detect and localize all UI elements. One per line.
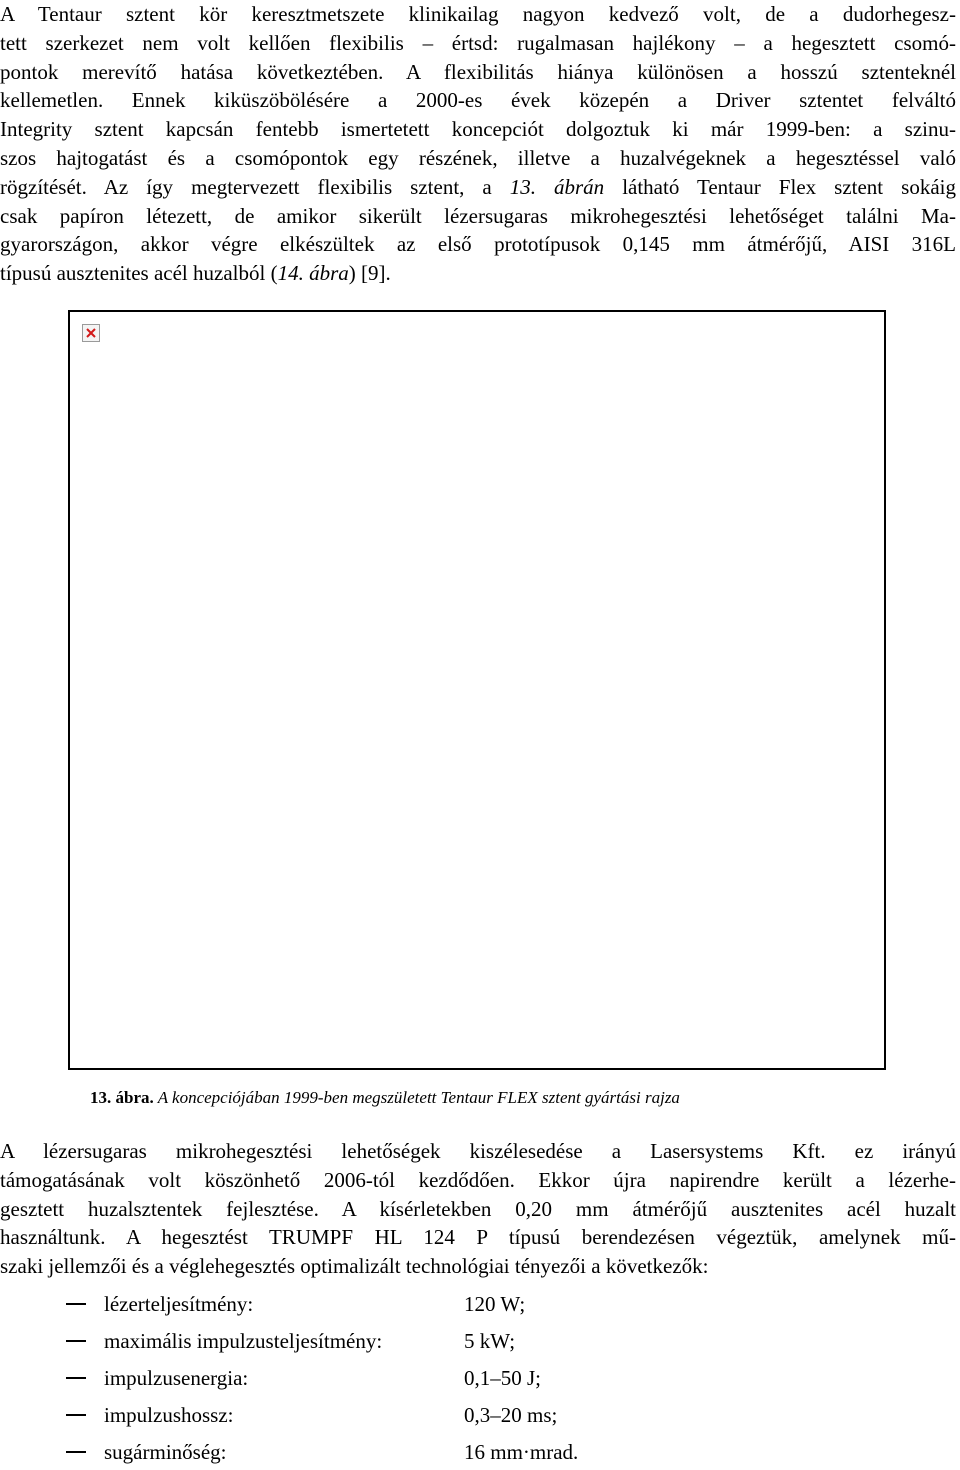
text-line: gyarországon, akkor végre elkészültek az első prototípusok 0,145 mm átmérőjű, AISI 316L xyxy=(0,232,956,257)
spec-value: 120 W; xyxy=(464,1292,526,1316)
spec-value: 0,1–50 J; xyxy=(464,1366,542,1390)
dash-bullet xyxy=(66,1377,86,1379)
dash-bullet xyxy=(66,1303,86,1305)
text-run: látható Tentaur Flex sztent sokáig xyxy=(604,174,956,199)
spec-key: sugárminőség: xyxy=(104,1440,227,1464)
paragraph-1 xyxy=(0,0,956,288)
figure-label: 13. ábra. xyxy=(90,1088,154,1107)
text-line xyxy=(0,173,956,202)
figure-reference: 13. ábrán xyxy=(509,174,605,199)
text-line: támogatásának volt köszönhető 2006-tól kezdődően. Ekkor újra napirendre került a lézerhe- xyxy=(0,1167,956,1192)
spec-value: 16 mm·mrad. xyxy=(464,1440,579,1464)
text-line: szaki jellemzői és a véglehegesztés optimalizált technológiai tényezői a következők: xyxy=(0,1254,709,1279)
text-line: szos hajtogatást és a csomópontok egy részének, illetve a huzalvégeknek a hegesztéssel való xyxy=(0,145,956,170)
dash-bullet xyxy=(66,1340,86,1342)
spec-key: impulzushossz: xyxy=(104,1403,234,1427)
figure-caption xyxy=(90,1086,890,1110)
spec-value: 0,3–20 ms; xyxy=(464,1403,558,1427)
figure-reference: 14. ábra xyxy=(277,261,349,286)
spec-key: impulzusenergia: xyxy=(104,1366,249,1390)
text-line: csak papíron létezett, de amikor sikerült lézersugaras mikrohegesztési lehetőséget találni Ma- xyxy=(0,203,956,228)
text-line: használtunk. A hegesztést TRUMPF HL 124 P típusú berendezésen végeztük, amelynek mű- xyxy=(0,1225,956,1250)
text-line xyxy=(0,259,956,288)
text-line: Integrity sztent kapcsán fentebb ismertetett koncepciót dolgoztuk ki már 1999-ben: a szinu- xyxy=(0,117,956,142)
text-run: típusú ausztenites acél huzalból ( xyxy=(0,261,278,286)
text-run: rögzítését. Az így megtervezett flexibilis sztent, a xyxy=(0,174,510,199)
dash-bullet xyxy=(66,1414,86,1416)
text-line: pontok merevítő hatása következtében. A flexibilitás hiánya különösen a hosszú sztenteknél xyxy=(0,59,956,84)
text-line: A Tentaur sztent kör keresztmetszete klinikailag nagyon kedvező volt, de a dudorhegesz- xyxy=(0,2,956,26)
text-line: gesztett huzalsztentek fejlesztése. A kísérletekben 0,20 mm átmérőjű ausztenites acél huzalt xyxy=(0,1196,956,1221)
text-line: A lézersugaras mikrohegesztési lehetőségek kiszélesedése a Lasersystems Kft. ez irányú xyxy=(0,1139,956,1163)
figure-caption-text: A koncepciójában 1999-ben megszületett Tentaur FLEX sztent gyártási rajza xyxy=(153,1088,680,1107)
text-line: kellemetlen. Ennek kiküszöbölésére a 2000-es évek közepén a Driver sztentet felváltó xyxy=(0,88,956,113)
paragraph-2 xyxy=(0,1137,956,1281)
figure-image-placeholder xyxy=(68,310,886,1070)
text-run: ) [9]. xyxy=(348,261,391,286)
broken-image-icon xyxy=(82,324,100,342)
spec-value: 5 kW; xyxy=(464,1329,516,1353)
text-line: tett szerkezet nem volt kellően flexibilis – értsd: rugalmasan hajlékony – a hegesztett csomó- xyxy=(0,30,956,55)
spec-key: lézerteljesítmény: xyxy=(104,1292,254,1316)
spec-key: maximális impulzusteljesítmény: xyxy=(104,1329,383,1353)
dash-bullet xyxy=(66,1451,86,1453)
